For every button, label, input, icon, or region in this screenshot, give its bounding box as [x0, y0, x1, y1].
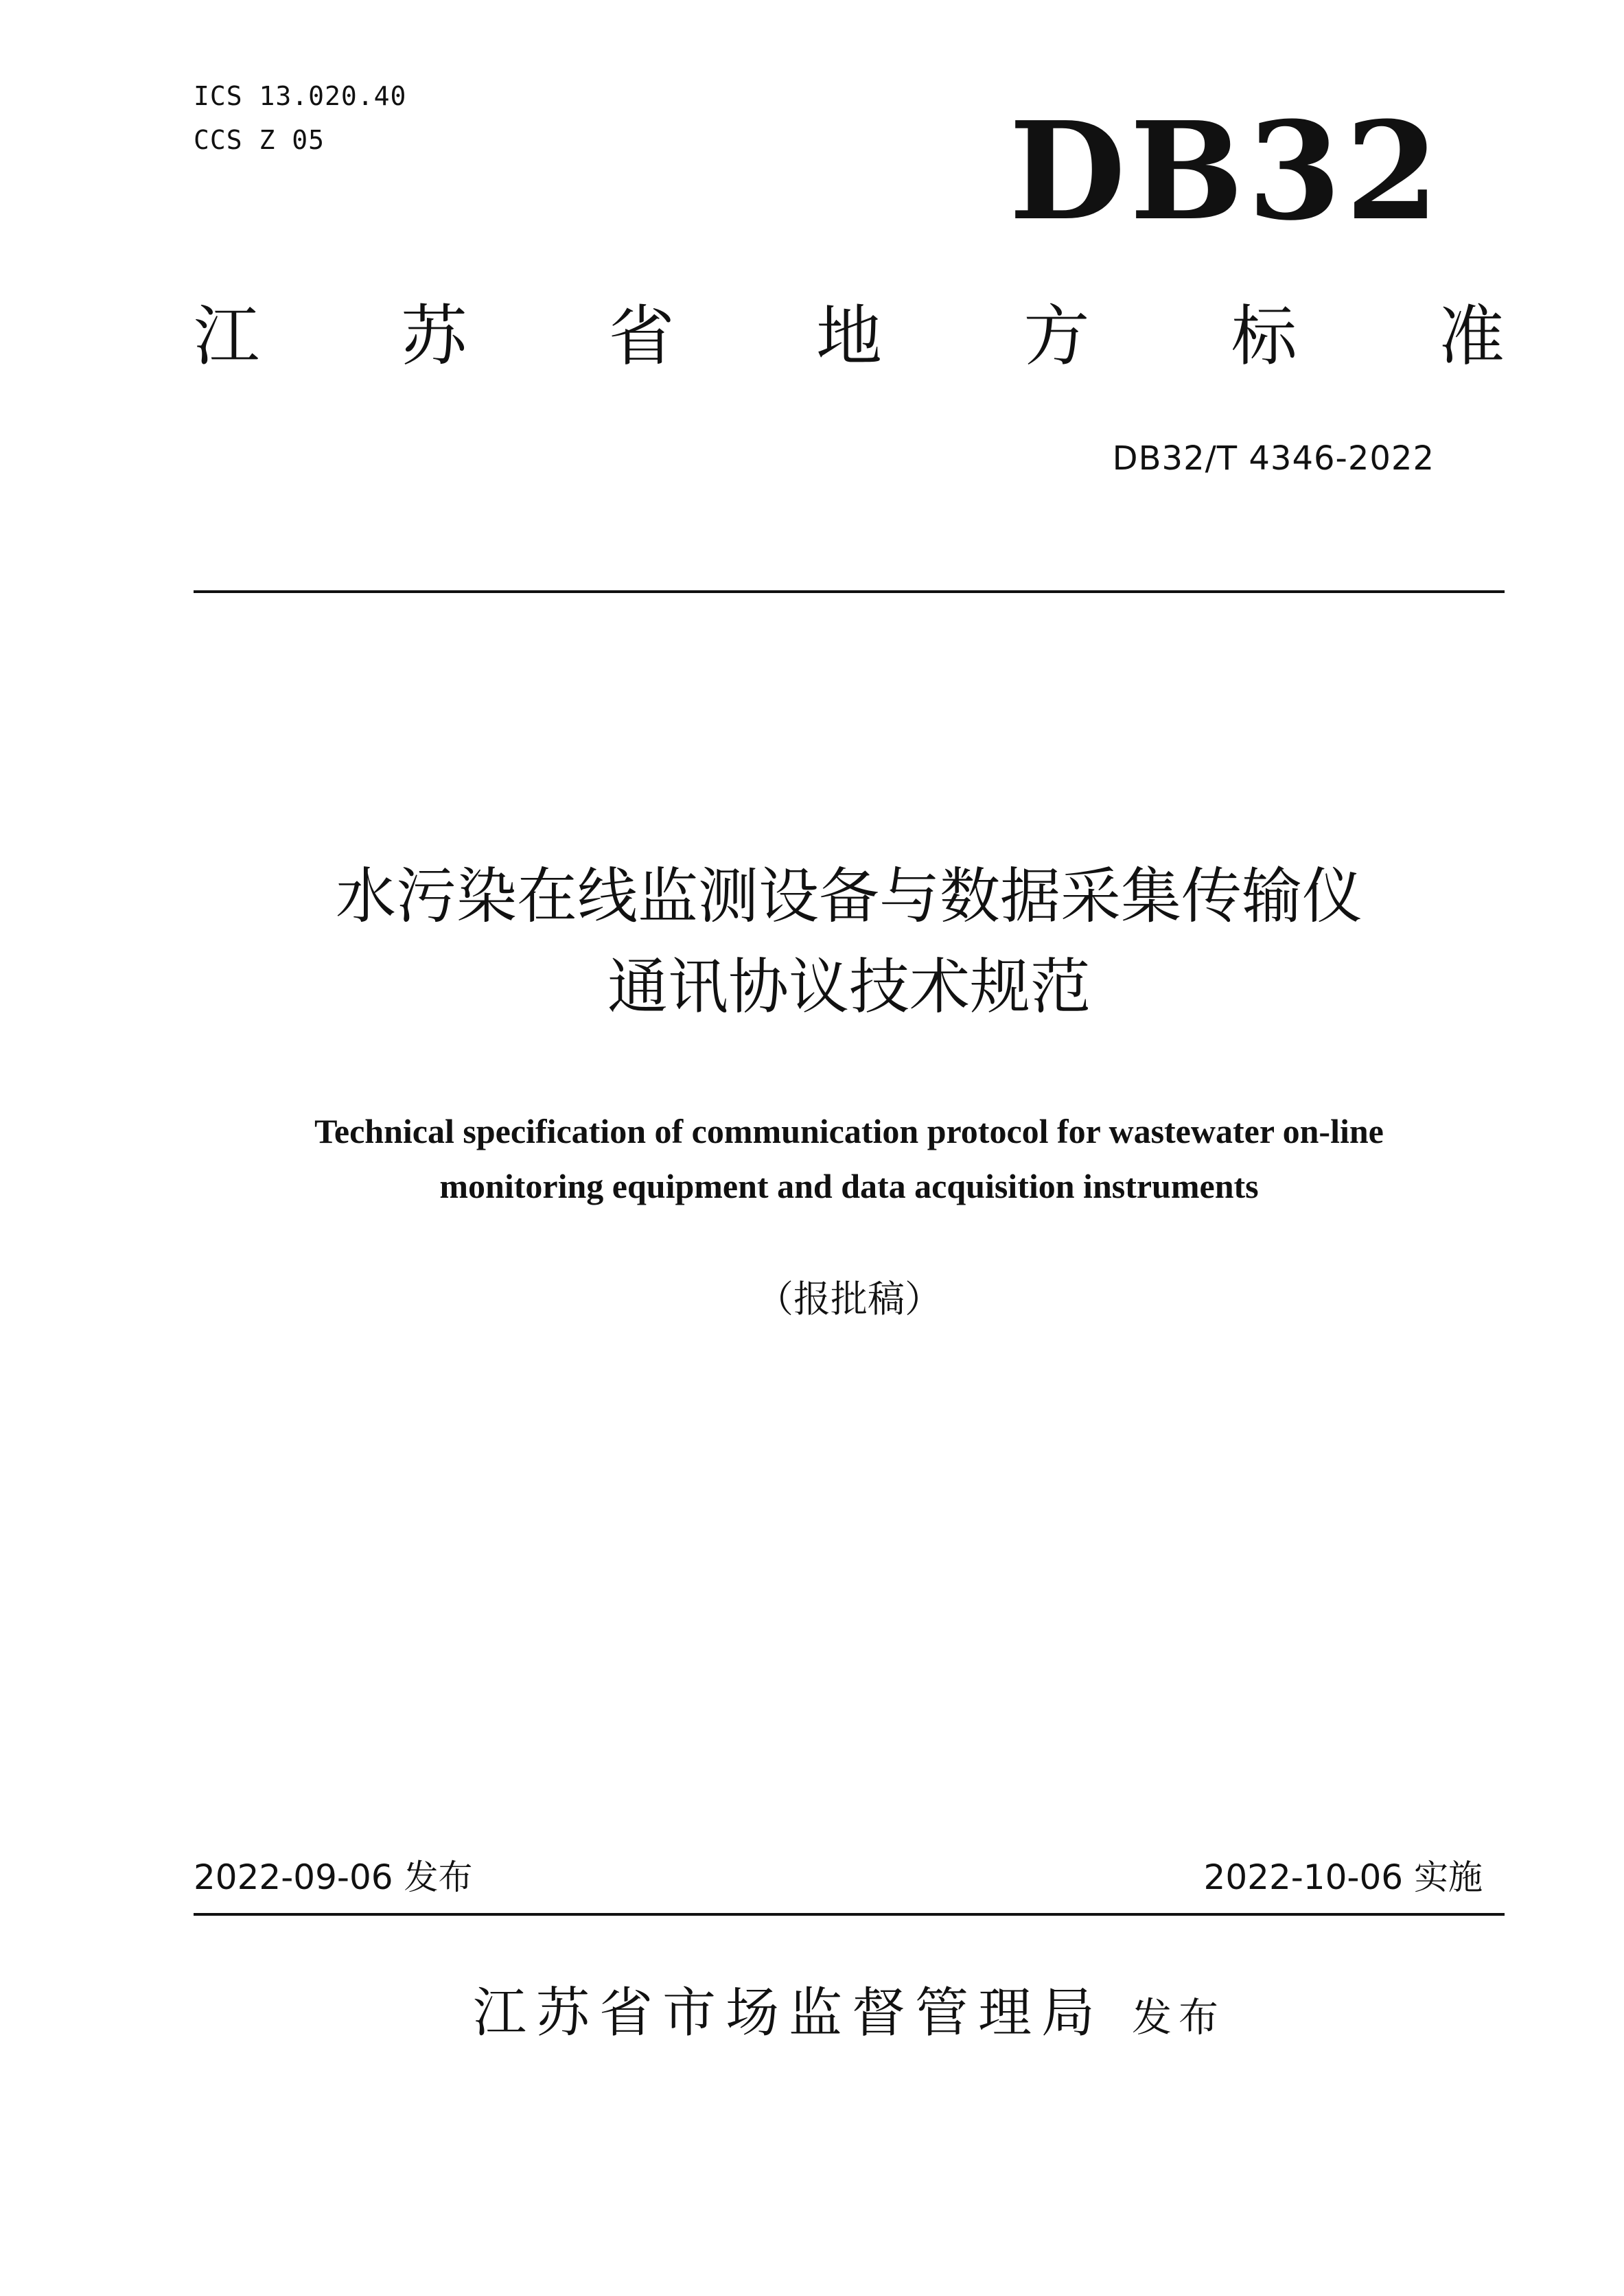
db32-logo: DB32: [1009, 93, 1443, 251]
title-chinese: [194, 851, 1505, 1032]
issuer-suffix: 发布: [1132, 1994, 1226, 2041]
bottom-divider: [194, 1913, 1505, 1916]
standard-type-char: 江: [194, 298, 259, 375]
title-chinese-line: 通讯协议技术规范: [607, 951, 1091, 1022]
standard-type-char: 苏: [401, 298, 467, 375]
standard-type-char: 省: [608, 298, 675, 375]
standard-type-char: 准: [1438, 298, 1505, 375]
issuer: [194, 1970, 1505, 2047]
title-english-line: monitoring equipment and data acquisition instruments: [439, 1167, 1259, 1205]
top-divider: [194, 590, 1505, 593]
standard-code: DB32/T 4346-2022: [1112, 439, 1435, 478]
standard-type-char: 地: [815, 298, 882, 375]
publish-date: 2022-09-06 发布: [194, 1857, 473, 1897]
standard-type-char: 方: [1023, 298, 1090, 375]
draft-status: （报批稿）: [756, 1277, 942, 1321]
ccs-code: CCS Z 05: [194, 125, 325, 155]
ics-code: ICS 13.020.40: [194, 81, 407, 111]
standard-type-char: 标: [1231, 298, 1297, 375]
standard-type-heading: [194, 295, 1505, 378]
title-english-line: Technical specification of communication protocol for wastewater on-line: [314, 1112, 1384, 1150]
title-chinese-line: 水污染在线监测设备与数据采集传输仪: [335, 861, 1362, 931]
issuer-name: 江苏省市场监督管理局: [472, 1982, 1104, 2044]
implement-date: 2022-10-06 实施: [1203, 1857, 1483, 1897]
title-english: [194, 1104, 1505, 1214]
